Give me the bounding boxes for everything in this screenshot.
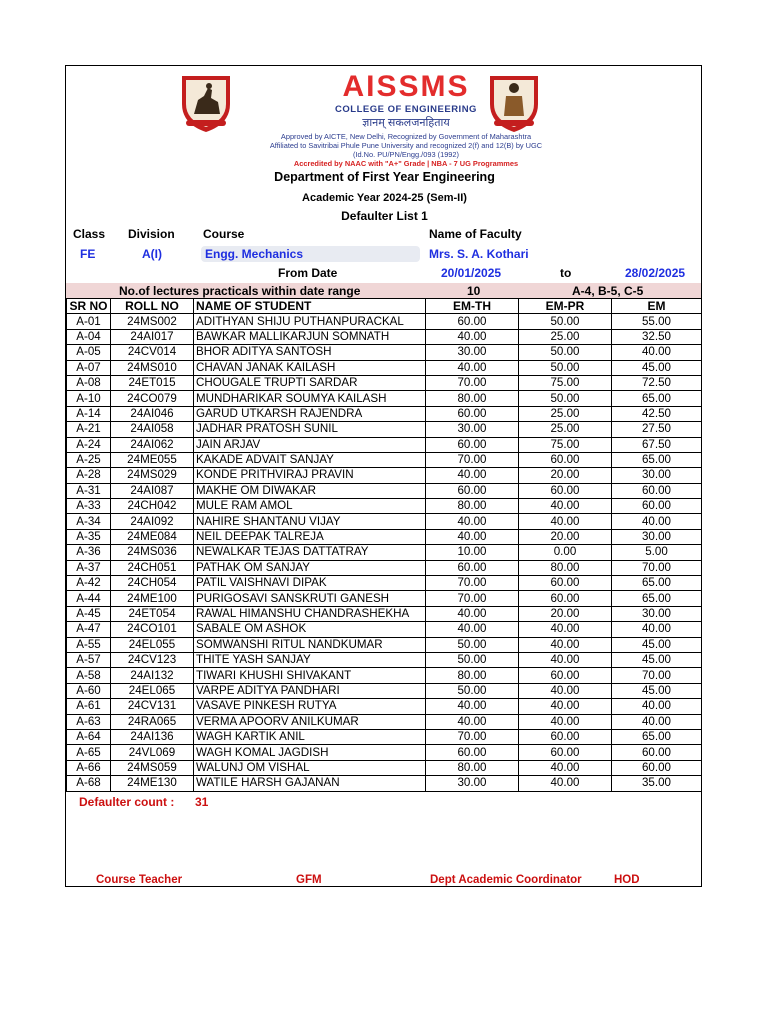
cell-roll-no: 24ET054 [111,606,194,621]
cell-em-th: 70.00 [426,729,519,744]
cell-student-name: WATILE HARSH GAJANAN [194,776,426,791]
cell-em-th: 60.00 [426,437,519,452]
class-label: Class [73,227,106,241]
cell-sr-no: A-57 [67,652,111,667]
cell-roll-no: 24CV123 [111,652,194,667]
cell-student-name: TIWARI KHUSHI SHIVAKANT [194,668,426,683]
cell-sr-no: A-66 [67,760,111,775]
cell-em: 45.00 [612,683,702,698]
cell-em-pr: 20.00 [519,468,612,483]
defaulter-count-label: Defaulter count : [79,795,175,809]
cell-em-pr: 80.00 [519,560,612,575]
cell-em-th: 30.00 [426,776,519,791]
cell-em-th: 10.00 [426,545,519,560]
cell-sr-no: A-08 [67,375,111,390]
cell-student-name: RAWAL HIMANSHU CHANDRASHEKHA [194,606,426,621]
cell-sr-no: A-28 [67,468,111,483]
cell-em: 35.00 [612,776,702,791]
table-row [67,745,702,760]
cell-sr-no: A-42 [67,576,111,591]
cell-em-pr: 40.00 [519,622,612,637]
cell-em-pr: 75.00 [519,375,612,390]
cell-sr-no: A-35 [67,529,111,544]
cell-em: 45.00 [612,637,702,652]
cell-em-pr: 40.00 [519,499,612,514]
cell-student-name: NAHIRE SHANTANU VIJAY [194,514,426,529]
cell-em-th: 80.00 [426,668,519,683]
cell-student-name: SOMWANSHI RITUL NANDKUMAR [194,637,426,652]
cell-student-name: WAGH KARTIK ANIL [194,729,426,744]
cell-student-name: WAGH KOMAL JAGDISH [194,745,426,760]
cell-student-name: MAKHE OM DIWAKAR [194,483,426,498]
cell-em-th: 60.00 [426,745,519,760]
table-row [67,406,702,421]
cell-student-name: VARPE ADITYA PANDHARI [194,683,426,698]
cell-em: 40.00 [612,714,702,729]
cell-student-name: VERMA APOORV ANILKUMAR [194,714,426,729]
cell-em-th: 80.00 [426,760,519,775]
cell-roll-no: 24CH051 [111,560,194,575]
cell-sr-no: A-04 [67,329,111,344]
academic-year: Academic Year 2024-25 (Sem-II) [302,192,467,204]
cell-roll-no: 24AI058 [111,422,194,437]
table-row [67,329,702,344]
cell-sr-no: A-31 [67,483,111,498]
cell-sr-no: A-05 [67,345,111,360]
cell-em-pr: 0.00 [519,545,612,560]
table-row [67,560,702,575]
table-row [67,729,702,744]
table-row [67,391,702,406]
accreditation-line: Accredited by NAAC with "A+" Grade | NBA - 7 UG Programmes [293,159,519,168]
header-em-pr: EM-PR [519,299,612,314]
practicals-value: A-4, B-5, C-5 [572,284,644,298]
cell-roll-no: 24ME130 [111,776,194,791]
signature-course-teacher: Course Teacher [96,874,183,886]
header-em-th: EM-TH [426,299,519,314]
cell-sr-no: A-47 [67,622,111,637]
cell-roll-no: 24CV014 [111,345,194,360]
cell-student-name: NEIL DEEPAK TALREJA [194,529,426,544]
cell-em-th: 60.00 [426,483,519,498]
cell-roll-no: 24VL069 [111,745,194,760]
cell-roll-no: 24EL055 [111,637,194,652]
cell-roll-no: 24MS002 [111,314,194,329]
cell-sr-no: A-65 [67,745,111,760]
cell-roll-no: 24ET015 [111,375,194,390]
cell-sr-no: A-63 [67,714,111,729]
cell-student-name: PATIL VAISHNAVI DIPAK [194,576,426,591]
cell-em-th: 30.00 [426,345,519,360]
signature-gfm: GFM [296,874,322,886]
approval-details [216,132,596,168]
cell-student-name: KONDE PRITHVIRAJ PRAVIN [194,468,426,483]
cell-student-name: NEWALKAR TEJAS DATTATRAY [194,545,426,560]
cell-sr-no: A-36 [67,545,111,560]
cell-em: 65.00 [612,591,702,606]
cell-sr-no: A-61 [67,699,111,714]
table-row [67,375,702,390]
approval-line-1: Approved by AICTE, New Delhi, Recognized by Government of Maharashtra [280,132,532,141]
cell-roll-no: 24AI062 [111,437,194,452]
cell-em-pr: 60.00 [519,668,612,683]
cell-student-name: THITE YASH SANJAY [194,652,426,667]
cell-em: 70.00 [612,668,702,683]
cell-em-th: 60.00 [426,314,519,329]
cell-em: 40.00 [612,622,702,637]
cell-sr-no: A-24 [67,437,111,452]
cell-student-name: VASAVE PINKESH RUTYA [194,699,426,714]
cell-em-pr: 60.00 [519,483,612,498]
faculty-value: Mrs. S. A. Kothari [429,247,529,261]
cell-sr-no: A-07 [67,360,111,375]
cell-em: 5.00 [612,545,702,560]
cell-em-pr: 40.00 [519,637,612,652]
course-label: Course [203,227,245,241]
cell-roll-no: 24AI132 [111,668,194,683]
cell-em: 27.50 [612,422,702,437]
college-brand [266,70,546,130]
college-name: AISSMS [342,70,470,103]
cell-em-th: 80.00 [426,499,519,514]
cell-roll-no: 24ME055 [111,452,194,467]
cell-roll-no: 24AI136 [111,729,194,744]
cell-em: 45.00 [612,652,702,667]
table-row [67,683,702,698]
cell-em-th: 40.00 [426,606,519,621]
cell-em-pr: 20.00 [519,529,612,544]
cell-em-pr: 60.00 [519,452,612,467]
table-row [67,483,702,498]
cell-em-pr: 75.00 [519,437,612,452]
division-value: A(I) [142,247,162,261]
cell-student-name: ADITHYAN SHIJU PUTHANPURACKAL [194,314,426,329]
cell-student-name: PURIGOSAVI SANSKRUTI GANESH [194,591,426,606]
cell-em: 65.00 [612,391,702,406]
cell-em-pr: 60.00 [519,729,612,744]
cell-roll-no: 24ME084 [111,529,194,544]
cell-em: 55.00 [612,314,702,329]
cell-em: 70.00 [612,560,702,575]
cell-roll-no: 24AI046 [111,406,194,421]
table-row [67,422,702,437]
table-body [67,314,702,791]
cell-em-pr: 60.00 [519,591,612,606]
cell-sr-no: A-37 [67,560,111,575]
cell-em-th: 40.00 [426,529,519,544]
cell-student-name: PATHAK OM SANJAY [194,560,426,575]
cell-sr-no: A-21 [67,422,111,437]
cell-sr-no: A-10 [67,391,111,406]
cell-em-th: 60.00 [426,406,519,421]
cell-em-pr: 40.00 [519,714,612,729]
college-subtitle: COLLEGE OF ENGINEERING [335,104,477,115]
to-label: to [560,266,572,280]
cell-em: 72.50 [612,375,702,390]
cell-roll-no: 24MS010 [111,360,194,375]
header-em: EM [612,299,702,314]
cell-em-th: 50.00 [426,637,519,652]
cell-em-pr: 50.00 [519,391,612,406]
list-title: Defaulter List 1 [341,209,428,223]
approval-line-2: Affiliated to Savitribai Phule Pune University and recognized 2(f) and 12(B) by UGC [269,141,543,150]
lectures-label: No.of lectures practicals within date range [119,284,361,298]
cell-roll-no: 24CV131 [111,699,194,714]
table-row [67,637,702,652]
approval-line-3: (Id.No. PU/PN/Engg./093 (1992) [353,150,459,159]
cell-sr-no: A-01 [67,314,111,329]
cell-em: 30.00 [612,529,702,544]
cell-em-pr: 25.00 [519,422,612,437]
cell-roll-no: 24AI092 [111,514,194,529]
cell-em-th: 50.00 [426,652,519,667]
table-row [67,314,702,329]
cell-em-pr: 40.00 [519,514,612,529]
header-student-name: NAME OF STUDENT [194,299,426,314]
cell-em-th: 40.00 [426,622,519,637]
cell-em-th: 40.00 [426,699,519,714]
cell-student-name: MULE RAM AMOL [194,499,426,514]
table-row [67,345,702,360]
cell-em-pr: 25.00 [519,329,612,344]
cell-student-name: GARUD UTKARSH RAJENDRA [194,406,426,421]
header-roll-no: ROLL NO [111,299,194,314]
table-row [67,622,702,637]
cell-student-name: MUNDHARIKAR SOUMYA KAILASH [194,391,426,406]
cell-roll-no: 24CH054 [111,576,194,591]
from-date-value: 20/01/2025 [441,266,502,280]
table-row [67,652,702,667]
from-date-label: From Date [278,266,338,280]
cell-em-th: 40.00 [426,714,519,729]
cell-sr-no: A-25 [67,452,111,467]
cell-em: 60.00 [612,499,702,514]
cell-em-pr: 50.00 [519,345,612,360]
table-row [67,360,702,375]
cell-roll-no: 24ME100 [111,591,194,606]
signature-hod: HOD [614,874,640,886]
to-date-value: 28/02/2025 [625,266,686,280]
college-motto: ज्ञानम् सकलजनहिताय [362,117,450,129]
cell-sr-no: A-58 [67,668,111,683]
cell-em-th: 30.00 [426,422,519,437]
cell-em-pr: 40.00 [519,776,612,791]
cell-roll-no: 24MS029 [111,468,194,483]
cell-roll-no: 24CH042 [111,499,194,514]
table-row [67,591,702,606]
table-row [67,545,702,560]
cell-em: 65.00 [612,452,702,467]
cell-student-name: SABALE OM ASHOK [194,622,426,637]
cell-em-th: 60.00 [426,560,519,575]
cell-em: 60.00 [612,483,702,498]
cell-em: 40.00 [612,699,702,714]
table-row [67,606,702,621]
signature-coordinator: Dept Academic Coordinator [430,874,582,886]
cell-student-name: BAWKAR MALLIKARJUN SOMNATH [194,329,426,344]
course-value: Engg. Mechanics [205,247,304,261]
cell-student-name: CHAVAN JANAK KAILASH [194,360,426,375]
department-title: Department of First Year Engineering [274,170,495,184]
cell-em-pr: 50.00 [519,360,612,375]
class-value: FE [80,247,96,261]
cell-roll-no: 24CO101 [111,622,194,637]
cell-roll-no: 24AI087 [111,483,194,498]
cell-em-pr: 40.00 [519,760,612,775]
lectures-value: 10 [467,284,481,298]
cell-em-th: 50.00 [426,683,519,698]
cell-em-th: 40.00 [426,514,519,529]
cell-roll-no: 24RA065 [111,714,194,729]
cell-roll-no: 24CO079 [111,391,194,406]
cell-student-name: KAKADE ADVAIT SANJAY [194,452,426,467]
table-row [67,468,702,483]
college-emblem-left-icon [178,74,234,134]
cell-em: 30.00 [612,468,702,483]
cell-em: 42.50 [612,406,702,421]
cell-sr-no: A-14 [67,406,111,421]
cell-em-th: 70.00 [426,576,519,591]
cell-student-name: CHOUGALE TRUPTI SARDAR [194,375,426,390]
cell-em: 60.00 [612,760,702,775]
cell-em: 40.00 [612,514,702,529]
cell-em-pr: 60.00 [519,745,612,760]
table-row [67,452,702,467]
table-row [67,576,702,591]
table-row [67,437,702,452]
cell-sr-no: A-68 [67,776,111,791]
table-row [67,714,702,729]
header-sr-no: SR NO [67,299,111,314]
cell-em-th: 70.00 [426,452,519,467]
cell-em-pr: 50.00 [519,314,612,329]
table-row [67,529,702,544]
table-header-row [67,299,702,314]
table-row [67,668,702,683]
cell-em-th: 40.00 [426,360,519,375]
cell-em-th: 40.00 [426,329,519,344]
cell-sr-no: A-44 [67,591,111,606]
document-frame [65,65,702,887]
cell-student-name: WALUNJ OM VISHAL [194,760,426,775]
cell-em: 40.00 [612,345,702,360]
table-row [67,499,702,514]
cell-sr-no: A-33 [67,499,111,514]
division-label: Division [128,227,175,241]
table-row [67,776,702,791]
cell-sr-no: A-60 [67,683,111,698]
cell-em-pr: 20.00 [519,606,612,621]
cell-em-th: 70.00 [426,591,519,606]
cell-sr-no: A-45 [67,606,111,621]
cell-em-th: 70.00 [426,375,519,390]
table-row [67,760,702,775]
cell-roll-no: 24EL065 [111,683,194,698]
cell-em: 45.00 [612,360,702,375]
cell-em-pr: 40.00 [519,683,612,698]
cell-student-name: JAIN ARJAV [194,437,426,452]
cell-em: 65.00 [612,729,702,744]
cell-sr-no: A-64 [67,729,111,744]
cell-em: 30.00 [612,606,702,621]
cell-roll-no: 24AI017 [111,329,194,344]
cell-em: 65.00 [612,576,702,591]
table-row [67,514,702,529]
defaulter-table [66,298,702,792]
cell-sr-no: A-55 [67,637,111,652]
cell-em: 60.00 [612,745,702,760]
table-row [67,699,702,714]
cell-em: 32.50 [612,329,702,344]
cell-em: 67.50 [612,437,702,452]
cell-sr-no: A-34 [67,514,111,529]
faculty-label: Name of Faculty [429,227,522,241]
cell-em-pr: 25.00 [519,406,612,421]
cell-roll-no: 24MS059 [111,760,194,775]
cell-roll-no: 24MS036 [111,545,194,560]
cell-em-th: 40.00 [426,468,519,483]
cell-student-name: JADHAR PRATOSH SUNIL [194,422,426,437]
cell-em-th: 80.00 [426,391,519,406]
cell-em-pr: 40.00 [519,652,612,667]
cell-em-pr: 40.00 [519,699,612,714]
defaulter-count-value: 31 [195,795,209,809]
cell-em-pr: 60.00 [519,576,612,591]
cell-student-name: BHOR ADITYA SANTOSH [194,345,426,360]
